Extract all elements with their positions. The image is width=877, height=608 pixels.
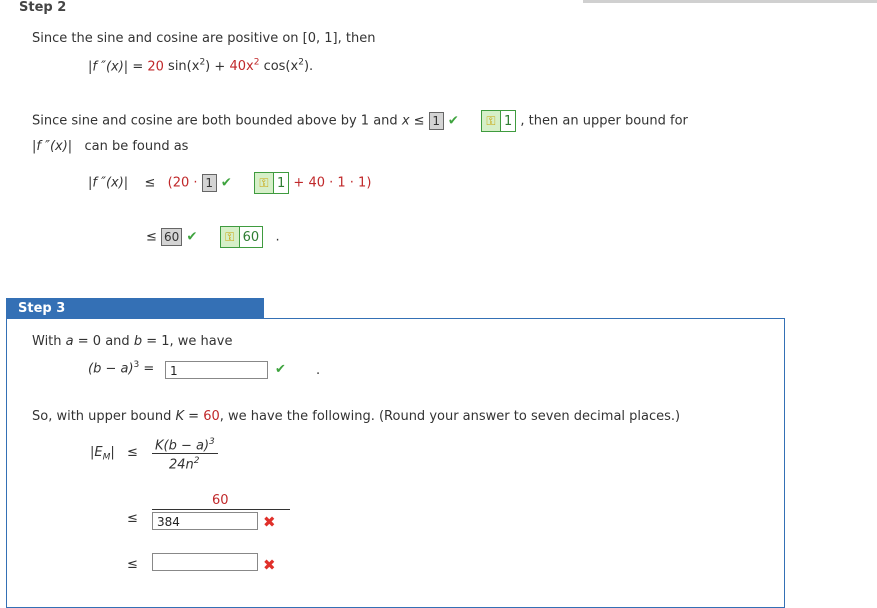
- rest-terms: + 40 · 1 · 1): [293, 175, 372, 191]
- answer-box-1: 1: [202, 174, 217, 192]
- step3-with: With a = 0 and b = 1, we have: [32, 334, 233, 349]
- period: .: [316, 363, 321, 378]
- deriv-abs-2: |f ″(x)|: [32, 139, 73, 154]
- open-20: (20 ·: [167, 175, 198, 191]
- bound-sentence-a: Since sine and cosine are both bounded above by 1 and: [32, 113, 398, 129]
- eq-sign: =: [132, 59, 144, 75]
- cross-icon: ✖: [263, 513, 276, 531]
- fraction-line: [152, 509, 290, 510]
- le-sign: ≤: [127, 557, 138, 572]
- plus-sign: +: [214, 59, 226, 75]
- found-as: can be found as: [84, 139, 189, 154]
- answer-box-x: 1: [429, 112, 444, 130]
- denominator-input[interactable]: 384: [152, 512, 258, 530]
- le-sign: ≤: [127, 511, 138, 526]
- deriv-abs: |f ″(x)|: [88, 59, 129, 75]
- fraction-denominator: $24n^2$: [169, 456, 200, 473]
- cross-icon: ✖: [263, 556, 276, 574]
- bound-line-2: [146, 226, 280, 248]
- check-icon: ✔: [186, 229, 198, 245]
- x-le: x ≤: [401, 113, 425, 129]
- key-icon: ⚿: [255, 173, 274, 193]
- answer-key-1: ⚿ 1: [254, 172, 289, 194]
- answer-box-60: 60: [161, 228, 182, 246]
- bound-line-1: [88, 172, 371, 194]
- bound-sentence: [32, 110, 688, 132]
- sin-term: $\sin(x^2)$: [168, 58, 211, 75]
- le-sign: ≤: [146, 229, 157, 245]
- cos-term: $\cos(x^2)$.: [263, 58, 314, 75]
- bound-sentence-b: , then an upper bound for: [520, 113, 688, 129]
- check-icon: ✔: [275, 362, 286, 377]
- answer-key-60: ⚿ 60: [220, 226, 264, 248]
- coef-20: 20: [147, 59, 164, 75]
- key-icon: ⚿: [482, 111, 501, 131]
- le-sign: ≤: [127, 445, 138, 460]
- final-answer-input[interactable]: [152, 553, 258, 571]
- deriv-abs-3: |f ″(x)|: [88, 175, 129, 191]
- check-icon: ✔: [220, 175, 232, 191]
- answer-key: ⚿ 1: [481, 110, 516, 132]
- coef-40x: $40x^2$: [229, 58, 260, 75]
- step2-equation: [88, 58, 313, 74]
- step2-title: Step 2: [19, 0, 67, 15]
- fraction-numerator: $K(b - a)^3$: [155, 437, 215, 454]
- step3-so: So, with upper bound K = 60, we have the following. (Round your answer to seven decimal places.): [32, 409, 681, 424]
- bound-sentence-2: [32, 139, 188, 154]
- numerator-60: 60: [212, 493, 229, 508]
- error-bound-label: $|E_M|$: [90, 445, 115, 463]
- key-icon: ⚿: [221, 227, 240, 247]
- ba-cubed-label: $(b - a)^3$ =: [88, 360, 155, 377]
- check-icon: ✔: [447, 113, 459, 129]
- le-sign: ≤: [144, 175, 156, 191]
- step2-intro: Since the sine and cosine are positive on [0, 1], then: [32, 31, 376, 46]
- ba-cubed-input[interactable]: 1: [165, 361, 268, 379]
- top-divider: [583, 0, 877, 3]
- period: .: [275, 229, 280, 245]
- step3-title: Step 3: [6, 298, 264, 319]
- fraction-line: [152, 453, 218, 454]
